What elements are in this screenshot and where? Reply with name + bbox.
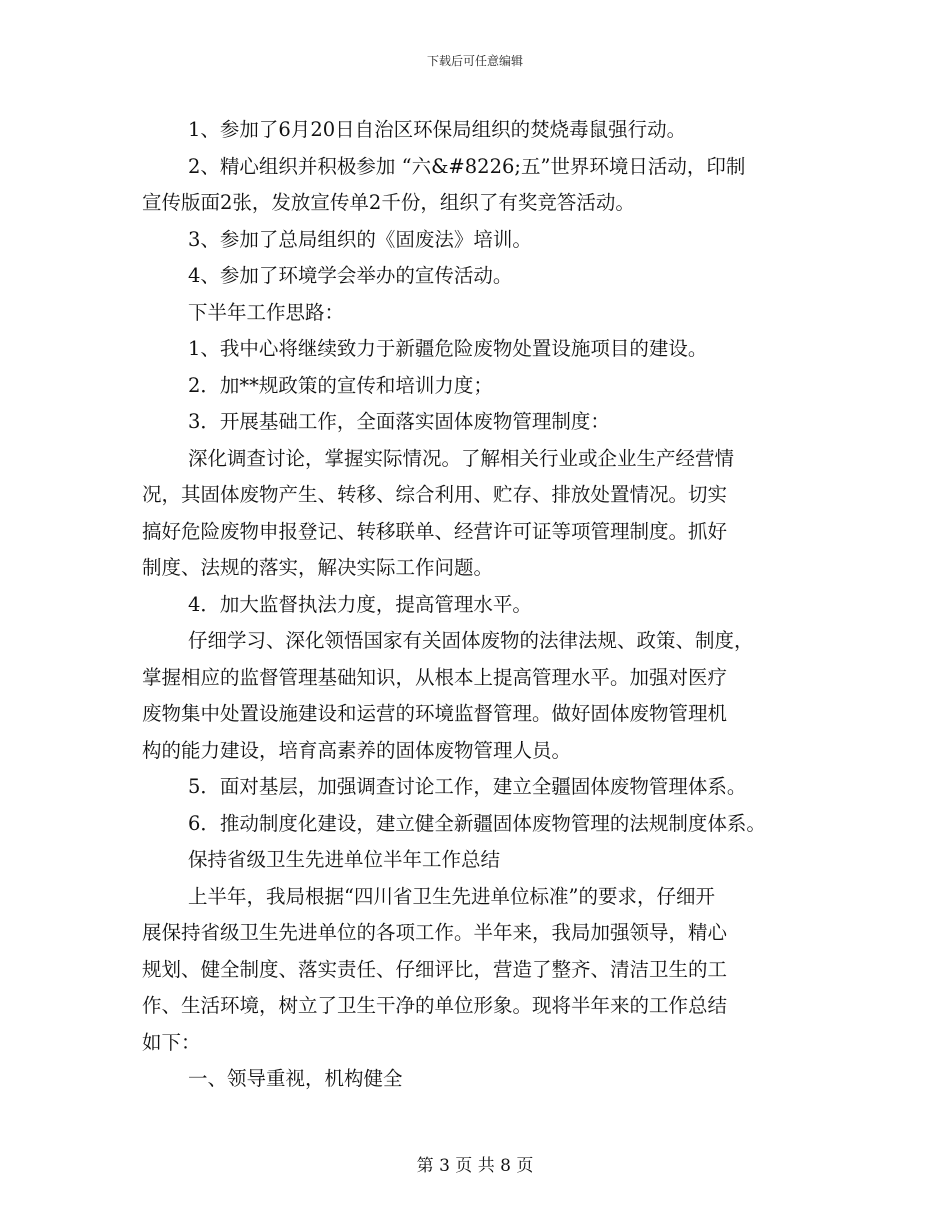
text-line: 3．开展基础工作，全面落实固体废物管理制度： (188, 410, 610, 433)
text-line: 掌握相应的监督管理基础知识，从根本上提高管理水平。加强对医疗 (142, 665, 728, 689)
text-line: 3、参加了总局组织的《固废法》培训。 (188, 227, 532, 251)
section-heading: 保持省级卫生先进单位半年工作总结 (188, 848, 501, 871)
text-line: 如下： (142, 1030, 201, 1054)
text-line: 废物集中处置设施建设和运营的环境监督管理。做好固体废物管理机 (142, 702, 728, 725)
text-line: 展保持省级卫生先进单位的各项工作。半年来，我局加强领导，精心 (142, 921, 728, 944)
page-header: 下载后可任意编辑 (426, 54, 523, 68)
document-body (142, 112, 822, 1098)
page-footer: 第 3 页 共 8 页 (416, 1156, 534, 1176)
text-line: 深化调查讨论，掌握实际情况。了解相关行业或企业生产经营情 (188, 446, 735, 470)
text-line: 构的能力建设，培育高素养的固体废物管理人员。 (142, 738, 572, 762)
text-line: 规划、健全制度、落实责任、仔细评比，营造了整齐、清洁卫生的工 (142, 957, 728, 981)
text-line: 作、生活环境，树立了卫生干净的单位形象。现将半年来的工作总结 (142, 994, 728, 1017)
text-line: 仔细学习、深化领悟国家有关固体废物的法律法规、政策、制度， (188, 629, 754, 652)
text-line: 制度、法规的落实，解决实际工作问题。 (142, 556, 494, 579)
text-line: 1、参加了6月20日自治区环保局组织的焚烧毒鼠强行动。 (188, 118, 687, 141)
text-line: 6．推动制度化建设，建立健全新疆固体废物管理的法规制度体系。 (188, 811, 766, 835)
text-line: 4．加大监督执法力度，提高管理水平。 (188, 592, 532, 616)
text-line: 2．加**规政策的宣传和培训力度； (188, 373, 493, 397)
text-line: 4、参加了环境学会举办的宣传活动。 (188, 264, 513, 287)
text-line: 1、我中心将继续致力于新疆危险废物处置设施项目的建设。 (188, 337, 708, 360)
text-line: 搞好危险废物申报登记、转移联单、经营许可证等项管理制度。抓好 (142, 519, 728, 543)
text-line: 宣传版面2张，发放宣传单2千份，组织了有奖竞答活动。 (142, 191, 635, 214)
section-heading: 一、领导重视，机构健全 (188, 1067, 403, 1090)
text-line: 况，其固体废物产生、转移、综合利用、贮存、排放处置情况。切实 (142, 483, 728, 506)
text-line: 2、精心组织并积极参加 “六&#8226;五”世界环境日活动，印制 (188, 154, 746, 178)
text-line: 上半年，我局根据“四川省卫生先进单位标准”的要求，仔细开 (188, 884, 715, 908)
text-line: 下半年工作思路： (188, 300, 345, 324)
text-line: 5．面对基层，加强调查讨论工作，建立全疆固体废物管理体系。 (188, 775, 747, 798)
